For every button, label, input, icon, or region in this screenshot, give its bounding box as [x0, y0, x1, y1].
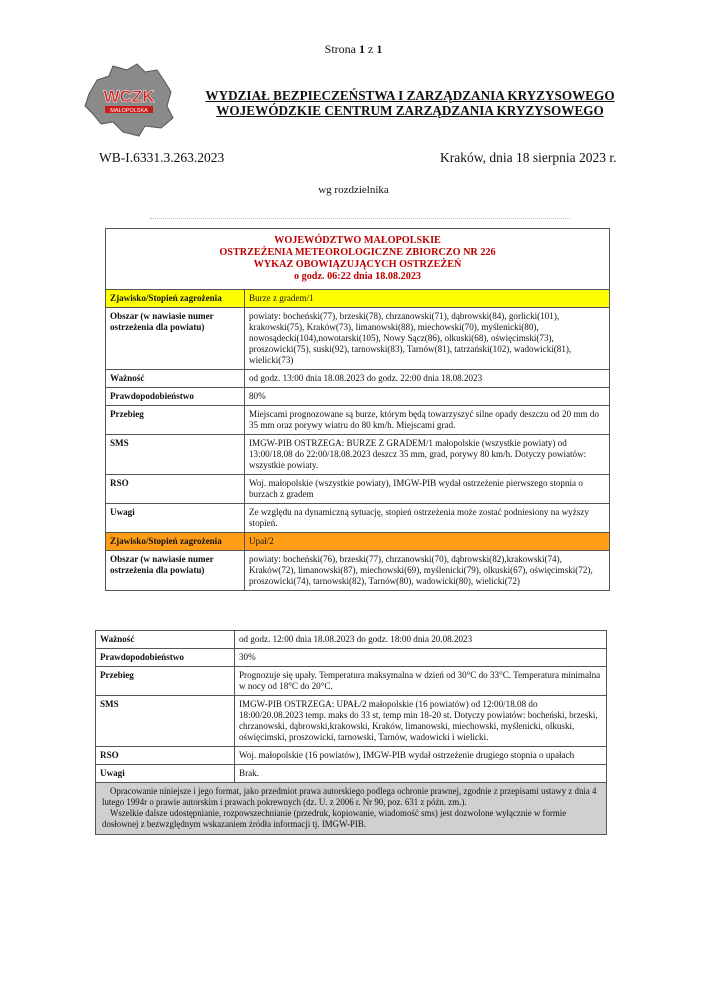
probability-value: 30%: [235, 649, 607, 667]
table-row: Ważność od godz. 12:00 dnia 18.08.2023 do godz. 18:00 dnia 20.08.2023: [96, 631, 607, 649]
table-row: RSO Woj. małopolskie (wszystkie powiaty), IMGW-PIB wydał ostrzeżenie pierwszego stopnia o burzach z gradem: [106, 475, 610, 504]
header-line-1: WYDZIAŁ BEZPIECZEŃSTWA I ZARZĄDZANIA KRYZYSOWEGO: [205, 88, 615, 103]
distribution-note: wg rozdzielnika: [318, 184, 389, 196]
wczk-logo: [83, 62, 175, 138]
table-row: RSO Woj. małopolskie (16 powiatów), IMGW-PIB wydał ostrzeżenie drugiego stopnia o upałach: [96, 747, 607, 765]
area-value: powiaty: bocheński(77), brzeski(78), chrzanowski(71), dąbrowski(84), gorlicki(101), krakowski(75), Kraków(73), limanowski(88), miechowski(70), myślenicki(80), nowosądecki(104),nowotarski(105), Nowy Sącz(86), olkuski(68), oświęcimski(73), proszowicki(75), suski(92), tarnowski(83), Tarnów(81), tatrzański(102), wadowicki(81), wielicki(73): [245, 308, 610, 370]
page-number: Strona 1 z 1: [324, 42, 383, 56]
table-row: Ważność od godz. 13:00 dnia 18.08.2023 do godz. 22:00 dnia 18.08.2023: [106, 370, 610, 388]
remarks-value: Brak.: [235, 765, 607, 783]
copyright-row: [96, 783, 607, 835]
table-row: Przebieg Prognozuje się upały. Temperatura maksymalna w dzień od 30°C do 33°C. Temperatura minimalna w nocy od 18°C do 20°C.: [96, 667, 607, 696]
table-row: SMS IMGW-PIB OSTRZEGA: UPAŁ/2 małopolskie (16 powiatów) od 12:00/18.08 do 18:00/20.08.2023 temp. maks do 33 st, temp min 18-20 st. Dotyczy powiatów: bocheński, brzeski, chrzanowski, dąbrowski,krakowski, Kraków, limanowski, miechowski, myślenicki, olkuski, oświęcimski, proszowicki, tarnowski, Tarnów, wadowicki i wielicki.: [96, 696, 607, 747]
course-value: Prognozuje się upały. Temperatura maksymalna w dzień od 30°C do 33°C. Temperatura minimalna w nocy od 18°C do 20°C.: [235, 667, 607, 696]
rso-value: Woj. małopolskie (wszystkie powiaty), IMGW-PIB wydał ostrzeżenie pierwszego stopnia o burzach z gradem: [245, 475, 610, 504]
place-date: Kraków, dnia 18 sierpnia 2023 r.: [440, 150, 617, 165]
table-row: Zjawisko/Stopień zagrożenia Upał/2: [106, 533, 610, 551]
svg-text:MAŁOPOLSKA: MAŁOPOLSKA: [110, 108, 148, 114]
reference-number: WB-I.6331.3.263.2023: [99, 150, 225, 165]
table-row: Uwagi Ze względu na dynamiczną sytuację, stopień ostrzeżenia może zostać podniesiony na wyższy stopień.: [106, 504, 610, 533]
table-row: Obszar (w nawiasie numer ostrzeżenia dla powiatu) powiaty: bocheński(76), brzeski(77), chrzanowski(70), dąbrowski(82),krakowski(74), Kraków(72), limanowski(87), miechowski(69), myślenicki(79), olkuski(67), oświęcimski(72), proszowicki(74), tarnowski(82), Tarnów(80), wadowicki(80), wielicki(72): [106, 551, 610, 591]
sms-value: IMGW-PIB OSTRZEGA: UPAŁ/2 małopolskie (16 powiatów) od 12:00/18.08 do 18:00/20.08.2023 temp. maks do 33 st, temp min 18-20 st. Dotyczy powiatów: bocheński, brzeski, chrzanowski, dąbrowski,krakowski, Kraków, limanowski, miechowski, myślenicki, olkuski, oświęcimski, proszowicki, tarnowski, Tarnów, wadowicki i wielicki.: [235, 696, 607, 747]
table-row: SMS IMGW-PIB OSTRZEGA: BURZE Z GRADEM/1 małopolskie (wszystkie powiaty) od 13:00/18.08 do 22:00/18.08.2023 deszcz 35 mm, grad, porywy 80 km/h. Dotyczy powiatów: wszystkie powiaty.: [106, 435, 610, 475]
header-line-2: WOJEWÓDZKIE CENTRUM ZARZĄDZANIA KRYZYSOWEGO: [216, 103, 604, 118]
copyright-note: Opracowanie niniejsze i jego format, jako przedmiot prawa autorskiego podlega ochronie prawnej, zgodnie z przepisami ustawy z dnia 4 lutego 1994r o prawie autorskim i prawach pokrewnych (dz. U. z 2006 r. Nr 90, poz. 631 z późn. zm.). Wszelkie dalsze udostępnianie, rozpowszechnianie (przedruk, kopiowanie, wiadomość sms) jest dozwolone wyłącznie w formie dosłownej z bezwzględnym wskazaniem źródła informacji tj. IMGW-PIB.: [96, 783, 607, 835]
course-value: Miejscami prognozowane są burze, którym będą towarzyszyć silne opady deszczu od 20 mm do 35 mm oraz porywy wiatru do 80 km/h. Miejscami grad.: [245, 406, 610, 435]
table-row: Obszar (w nawiasie numer ostrzeżenia dla powiatu) powiaty: bocheński(77), brzeski(78), chrzanowski(71), dąbrowski(84), gorlicki(101), krakowski(75), Kraków(73), limanowski(88), miechowski(70), myślenicki(80), nowosądecki(104),nowotarski(105), Nowy Sącz(86), olkuski(68), oświęcimski(73), proszowicki(75), suski(92), tarnowski(83), Tarnów(81), tatrzański(102), wadowicki(81), wielicki(73): [106, 308, 610, 370]
rso-value: Woj. małopolskie (16 powiatów), IMGW-PIB wydał ostrzeżenie drugiego stopnia o upałach: [235, 747, 607, 765]
warnings-table-2: [95, 630, 607, 835]
warnings-table-1: [105, 228, 610, 591]
table-row: Uwagi Brak.: [96, 765, 607, 783]
phenomenon-value: Upał/2: [245, 533, 610, 551]
probability-value: 80%: [245, 388, 610, 406]
header-title: [190, 88, 630, 118]
warning-header: WOJEWÓDZTWO MAŁOPOLSKIE OSTRZEŻENIA METEOROLOGICZNE ZBIORCZO NR 226 WYKAZ OBOWIĄZUJĄCYCH OSTRZEŻEŃ o godz. 06:22 dnia 18.08.2023: [106, 229, 610, 290]
table-row: Prawdopodobieństwo 30%: [96, 649, 607, 667]
validity-value: od godz. 12:00 dnia 18.08.2023 do godz. 18:00 dnia 20.08.2023: [235, 631, 607, 649]
divider: [150, 218, 570, 223]
validity-value: od godz. 13:00 dnia 18.08.2023 do godz. 22:00 dnia 18.08.2023: [245, 370, 610, 388]
phenomenon-value: Burze z gradem/1: [245, 290, 610, 308]
area-value: powiaty: bocheński(76), brzeski(77), chrzanowski(70), dąbrowski(82),krakowski(74), Kraków(72), limanowski(87), miechowski(69), myślenicki(79), olkuski(67), oświęcimski(72), proszowicki(74), tarnowski(82), Tarnów(80), wadowicki(80), wielicki(72): [245, 551, 610, 591]
table-row: Prawdopodobieństwo 80%: [106, 388, 610, 406]
remarks-value: Ze względu na dynamiczną sytuację, stopień ostrzeżenia może zostać podniesiony na wyższy stopień.: [245, 504, 610, 533]
table-row: Przebieg Miejscami prognozowane są burze, którym będą towarzyszyć silne opady deszczu od 20 mm do 35 mm oraz porywy wiatru do 80 km/h. Miejscami grad.: [106, 406, 610, 435]
table-row: Zjawisko/Stopień zagrożenia Burze z gradem/1: [106, 290, 610, 308]
svg-text:WCZK: WCZK: [103, 87, 155, 106]
sms-value: IMGW-PIB OSTRZEGA: BURZE Z GRADEM/1 małopolskie (wszystkie powiaty) od 13:00/18.08 do 22:00/18.08.2023 deszcz 35 mm, grad, porywy 80 km/h. Dotyczy powiatów: wszystkie powiaty.: [245, 435, 610, 475]
